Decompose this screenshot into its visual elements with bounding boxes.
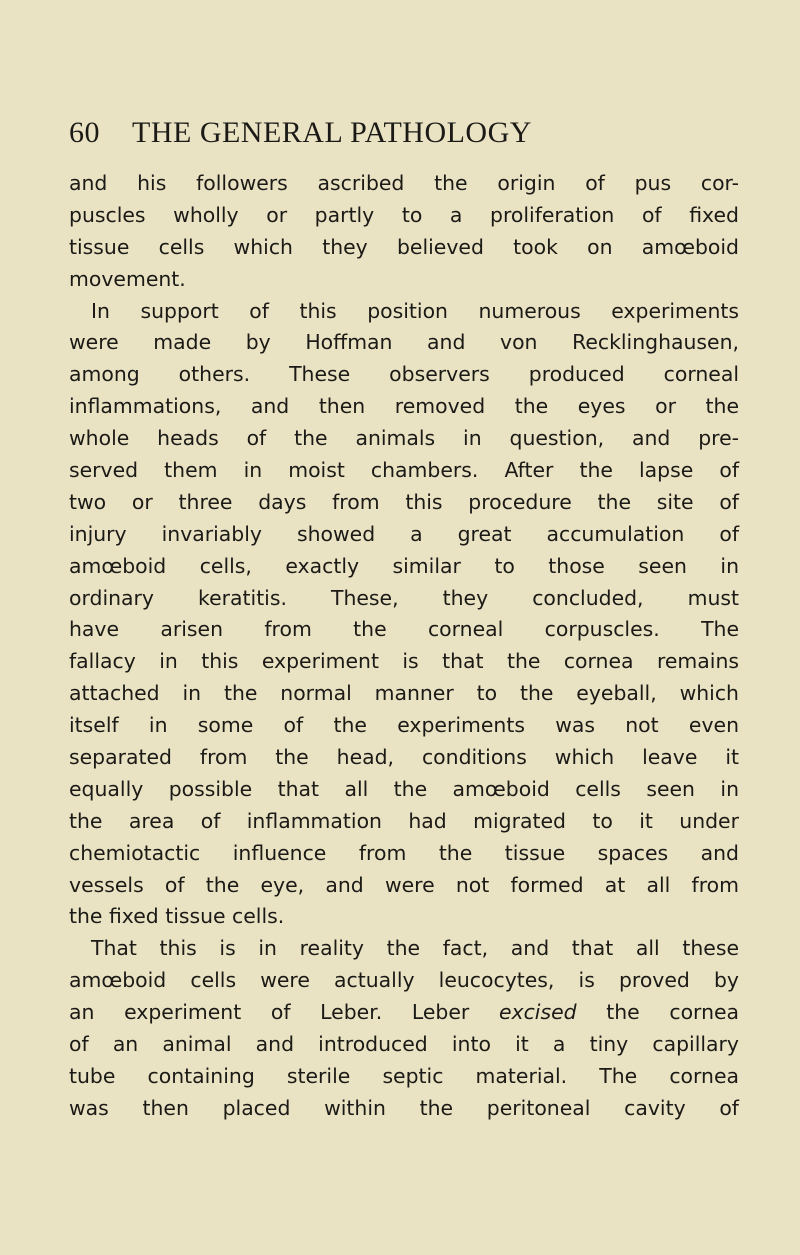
text-line: the area of inflammation had migrated to it under (69, 808, 739, 833)
text-line: among others. These observers produced corneal (69, 362, 739, 387)
text-line: tissue cells which they believed took on amœboid (69, 234, 739, 259)
running-head: THE GENERAL PATHOLOGY (132, 116, 532, 149)
text-line: have arisen from the corneal corpuscles. The (69, 617, 739, 642)
text-line: In support of this position numerous experiments (91, 298, 739, 323)
text-line: tube containing sterile septic material. The cornea (69, 1063, 739, 1088)
text-line: whole heads of the animals in question, and pre- (69, 426, 739, 451)
text-line: amœboid cells, exactly similar to those seen in (69, 553, 739, 578)
text-line: fallacy in this experiment is that the cornea remains (69, 649, 739, 674)
text-line: were made by Hoffman and von Recklinghausen, (69, 330, 739, 355)
text-line: separated from the head, conditions which leave it (69, 745, 739, 770)
text-line: vessels of the eye, and were not formed at all from (69, 872, 739, 897)
text-line: of an animal and introduced into it a tiny capillary (69, 1032, 739, 1057)
page-header (69, 116, 749, 156)
text-line: two or three days from this procedure the site of (69, 489, 739, 514)
text-line: puscles wholly or partly to a proliferation of fixed (69, 202, 739, 227)
text-segment: an experiment of Leber. Leber (69, 1000, 470, 1025)
text-line: injury invariably showed a great accumulation of (69, 521, 739, 546)
text-line: movement. (69, 266, 186, 291)
text-line: itself in some of the experiments was not even (69, 713, 739, 738)
text-segment: the cornea (606, 1000, 740, 1025)
text-line: chemiotactic influence from the tissue spaces and (69, 840, 739, 865)
body-text (69, 168, 739, 1125)
text-line: ordinary keratitis. These, they concluded, must (69, 585, 739, 610)
page-number: 60 (69, 116, 100, 149)
text-line: attached in the normal manner to the eyeball, which (69, 681, 739, 706)
text-line: and his followers ascribed the origin of pus cor- (69, 171, 739, 195)
text-line: the fixed tissue cells. (69, 904, 285, 929)
text-line: served them in moist chambers. After the lapse of (69, 458, 739, 483)
text-line: amœboid cells were actually leucocytes, is proved by (69, 968, 739, 993)
text-line-with-emphasis (69, 997, 739, 1029)
text-line: That this is in reality the fact, and that all these (91, 936, 739, 961)
text-line: equally possible that all the amœboid cells seen in (69, 776, 739, 801)
text-line: was then placed within the peritoneal cavity of (69, 1095, 739, 1120)
emphasized-word: excised (498, 1000, 577, 1025)
text-line: inflammations, and then removed the eyes or the (69, 394, 739, 419)
